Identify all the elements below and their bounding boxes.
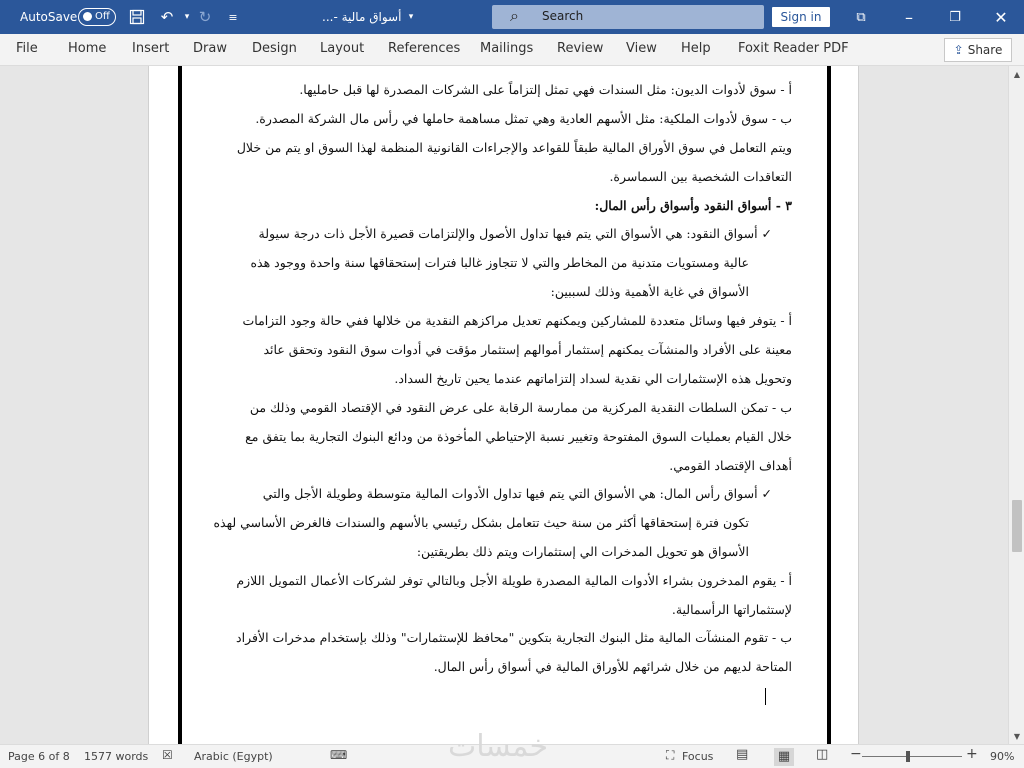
text-line[interactable]: ب - سوق لأدوات الملكية: مثل الأسهم العادية وهي تمثل مساهمة حاملها في رأس مال الشركة المصدرة. bbox=[255, 111, 792, 126]
zoom-level[interactable]: 90% bbox=[990, 750, 1015, 763]
tab-layout[interactable]: Layout bbox=[320, 41, 365, 56]
close-icon[interactable]: ✕ bbox=[994, 7, 1008, 27]
focus-icon[interactable]: ⛶ bbox=[666, 748, 675, 762]
print-layout-icon[interactable]: ▦ bbox=[774, 748, 794, 766]
read-mode-icon[interactable]: ▤ bbox=[736, 747, 749, 762]
ribbon-tabs bbox=[0, 34, 1024, 66]
text-line[interactable]: لإستثماراتها الرأسمالية. bbox=[671, 602, 792, 617]
scroll-up-icon[interactable]: ▲ bbox=[1013, 69, 1021, 79]
autosave-state: Off bbox=[95, 11, 110, 22]
text-line[interactable]: ✓ أسواق النقود: هي الأسواق التي يتم فيها تداول الأصول والإلتزامات قصيرة الأجل ذات درجة سيولة bbox=[258, 226, 772, 241]
tab-references[interactable]: References bbox=[388, 41, 461, 56]
minimize-icon[interactable]: – bbox=[905, 7, 913, 27]
search-placeholder: Search bbox=[542, 9, 584, 23]
text-line[interactable]: الأسواق هو تحويل المدخرات الي إستثمارات ويتم ذلك بطريقتين: bbox=[416, 544, 749, 559]
customize-qat-icon[interactable]: ≡ bbox=[228, 10, 238, 24]
tab-file[interactable]: File bbox=[16, 41, 38, 56]
text-line[interactable]: وتحويل هذه الإستثمارات الي نقدية لسداد إلتزاماتهم عندما يحين تاريخ السداد. bbox=[394, 371, 792, 386]
page-counter[interactable]: Page 6 of 8 bbox=[8, 750, 70, 763]
document-page[interactable] bbox=[148, 66, 859, 744]
share-label: Share bbox=[967, 43, 1003, 57]
zoom-slider-thumb[interactable] bbox=[906, 751, 910, 762]
toggle-knob bbox=[83, 12, 92, 21]
search-icon: ⌕ bbox=[510, 6, 519, 25]
text-line[interactable]: أ - يتوفر فيها وسائل متعددة للمشاركين ويمكنهم تعديل مراكزهم النقدية من خلالها ففي حالة وجود التزامات bbox=[242, 313, 792, 328]
share-icon: ⇪ bbox=[953, 43, 964, 57]
text-line[interactable]: ب - تقوم المنشآت المالية مثل البنوك التجارية بتكوين "محافظ للإستثمارات" وذلك بإستخدام مدخرات الأفراد bbox=[236, 630, 792, 645]
text-line[interactable]: التعاقدات الشخصية بين السماسرة. bbox=[609, 169, 792, 184]
text-line[interactable]: ✓ أسواق رأس المال: هي الأسواق التي يتم فيها تداول الأدوات المالية متوسطة وطويلة الأجل والتي bbox=[262, 486, 772, 501]
share-button[interactable] bbox=[944, 38, 1012, 62]
text-line[interactable]: خلال القيام بعمليات السوق المفتوحة وتغيير نسبة الإحتياطي المأخوذة من ودائع البنوك التجارية بما يتفق مع bbox=[245, 429, 792, 444]
tab-review[interactable]: Review bbox=[557, 41, 604, 56]
tab-help[interactable]: Help bbox=[681, 41, 711, 56]
sign-in-button[interactable]: Sign in bbox=[772, 7, 830, 27]
search-box[interactable] bbox=[492, 5, 764, 29]
word-count[interactable]: 1577 words bbox=[84, 750, 149, 763]
title-bar bbox=[0, 0, 1024, 34]
accessibility-icon[interactable]: ⌨ bbox=[330, 748, 348, 762]
status-bar bbox=[0, 729, 1024, 768]
autosave-toggle[interactable] bbox=[78, 8, 116, 26]
text-line[interactable]: الأسواق في غاية الأهمية وذلك لسببين: bbox=[550, 284, 749, 299]
autosave-label: AutoSave bbox=[20, 10, 78, 24]
tab-home[interactable]: Home bbox=[68, 41, 107, 56]
undo-icon[interactable]: ↶ bbox=[160, 8, 174, 26]
section-heading[interactable]: ٣ - أسواق النقود وأسواق رأس المال: bbox=[594, 198, 792, 213]
zoom-out-icon[interactable]: − bbox=[850, 746, 862, 762]
text-line[interactable]: ويتم التعامل في سوق الأوراق المالية طبقاً للقواعد والإجراءات القانونية المنظمة لهذا السوق او يتم من خلال bbox=[236, 140, 792, 155]
scroll-down-icon[interactable]: ▼ bbox=[1013, 731, 1021, 741]
page-border-left bbox=[178, 66, 182, 744]
text-line[interactable]: عالية ومستويات متدنية من المخاطر والتي لا تتجاوز غالبا فترات إستحقاقها سنة واحدة ووجود هذه bbox=[250, 255, 749, 270]
text-line[interactable]: معينة على الأفراد والمنشآت يمكنهم إستثمار أموالهم إستثمار مؤقت في أدوات سوق النقود وتحقق عائد bbox=[263, 342, 792, 357]
redo-icon[interactable]: ↻ bbox=[198, 8, 212, 26]
zoom-in-icon[interactable]: + bbox=[966, 746, 978, 762]
text-line[interactable]: أ - يقوم المدخرون بشراء الأدوات المالية المصدرة طويلة الأجل وبالتالي توفر لشركات الأعمال التمويل اللازم bbox=[236, 573, 792, 588]
document-area[interactable] bbox=[0, 66, 1008, 744]
restore-icon[interactable]: ❐ bbox=[949, 9, 961, 25]
ribbon-display-options-icon[interactable]: ⧉ bbox=[856, 9, 866, 25]
watermark-logo: خمسات bbox=[448, 729, 549, 764]
proofing-icon[interactable]: ☒ bbox=[162, 748, 173, 762]
vertical-scrollbar[interactable] bbox=[1008, 66, 1024, 744]
text-line[interactable]: تكون فترة إستحقاقها أكثر من سنة حيث تتعامل بشكل رئيسي بالأسهم والسندات فالغرض الأساسي لهذه bbox=[213, 515, 749, 530]
title-dropdown-icon[interactable]: ▾ bbox=[408, 12, 414, 22]
tab-mailings[interactable]: Mailings bbox=[480, 41, 534, 56]
undo-dropdown-icon[interactable]: ▾ bbox=[184, 12, 190, 22]
text-line[interactable]: ب - تمكن السلطات النقدية المركزية من ممارسة الرقابة على عرض النقود في الإقتصاد القومي وذلك من bbox=[249, 400, 792, 415]
scrollbar-thumb[interactable] bbox=[1012, 500, 1022, 552]
tab-view[interactable]: View bbox=[626, 41, 657, 56]
page-border-right bbox=[827, 66, 831, 744]
focus-label[interactable]: Focus bbox=[682, 750, 714, 763]
text-line[interactable]: أهداف الإقتصاد القومي. bbox=[669, 458, 792, 473]
tab-design[interactable]: Design bbox=[252, 41, 297, 56]
tab-foxit-reader-pdf[interactable]: Foxit Reader PDF bbox=[738, 41, 849, 56]
web-layout-icon[interactable]: ◫ bbox=[816, 747, 829, 762]
tab-draw[interactable]: Draw bbox=[193, 41, 227, 56]
zoom-slider[interactable] bbox=[862, 756, 962, 757]
text-line[interactable]: أ - سوق لأدوات الديون: مثل السندات فهي تمثل إلتزاماً على الشركات المصدرة لها قبل حامليها. bbox=[299, 82, 792, 97]
text-line[interactable]: المتاحة لديهم من خلال شرائهم للأوراق المالية في أسواق رأس المال. bbox=[433, 659, 792, 674]
document-title[interactable]: أسواق مالية -... bbox=[322, 10, 402, 24]
tab-insert[interactable]: Insert bbox=[132, 41, 170, 56]
text-cursor bbox=[765, 688, 766, 705]
language-indicator[interactable]: Arabic (Egypt) bbox=[194, 750, 273, 763]
save-icon[interactable] bbox=[126, 0, 148, 34]
